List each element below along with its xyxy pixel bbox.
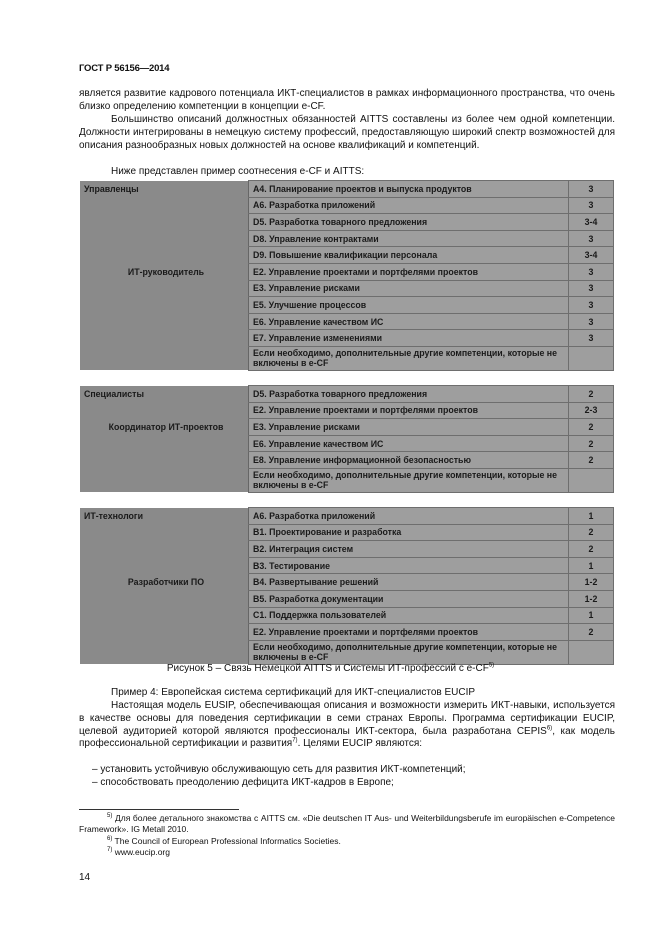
empty-level-cell bbox=[569, 346, 614, 370]
intro-paragraph-2: Большинство описаний должностных обязанностей AITTS составлены из более чем одной компетенции. Должности интегрированы в немецкую систему профессий, предоставляющую широкий спектр возможностей для описания разнообразных новых должностей на основе квалификаций и компетенций. bbox=[79, 114, 615, 151]
level-cell: 1 bbox=[569, 508, 614, 525]
note-row bbox=[80, 640, 614, 664]
note-row bbox=[80, 346, 614, 370]
role-label: ИТ-руководитель bbox=[80, 263, 249, 280]
empty-cell bbox=[80, 247, 249, 264]
note-row bbox=[80, 468, 614, 492]
document-header: ГОСТ Р 56156—2014 bbox=[79, 63, 170, 74]
note-cell: Если необходимо, дополнительные другие компетенции, которые не включены в e-CF bbox=[249, 346, 569, 370]
competence-cell: D8. Управление контрактами bbox=[249, 230, 569, 247]
empty-cell bbox=[80, 402, 249, 419]
level-cell: 3 bbox=[569, 330, 614, 347]
level-cell: 3 bbox=[569, 263, 614, 280]
level-cell: 3 bbox=[569, 181, 614, 198]
competence-table-managers bbox=[80, 180, 614, 371]
competence-cell: D5. Разработка товарного предложения bbox=[249, 386, 569, 403]
caption-text: Рисунок 5 – Связь Немецкой AITTS и Системы ИТ-профессий с e-CF bbox=[166, 663, 489, 674]
competence-row bbox=[80, 247, 614, 264]
empty-cell bbox=[80, 214, 249, 231]
footnote-5-mark: 5) bbox=[107, 813, 113, 820]
empty-cell bbox=[80, 640, 249, 664]
competence-row bbox=[80, 330, 614, 347]
competence-cell: E5. Улучшение процессов bbox=[249, 297, 569, 314]
level-cell: 3 bbox=[569, 230, 614, 247]
competence-cell: D5. Разработка товарного предложения bbox=[249, 214, 569, 231]
competence-cell: E7. Управление изменениями bbox=[249, 330, 569, 347]
level-cell: 2 bbox=[569, 624, 614, 641]
competence-row bbox=[80, 230, 614, 247]
empty-cell bbox=[80, 468, 249, 492]
level-cell: 2 bbox=[569, 541, 614, 558]
empty-cell bbox=[80, 607, 249, 624]
empty-cell bbox=[80, 330, 249, 347]
empty-cell bbox=[80, 435, 249, 452]
level-cell: 3 bbox=[569, 297, 614, 314]
empty-cell bbox=[80, 557, 249, 574]
level-cell: 1-2 bbox=[569, 574, 614, 591]
competence-table-technologists bbox=[80, 507, 614, 665]
competence-row bbox=[80, 263, 614, 280]
level-cell: 3-4 bbox=[569, 247, 614, 264]
empty-cell bbox=[80, 590, 249, 607]
level-cell: 3-4 bbox=[569, 214, 614, 231]
level-cell: 1-2 bbox=[569, 590, 614, 607]
competence-cell: A6. Разработка приложений bbox=[249, 197, 569, 214]
role-label: Разработчики ПО bbox=[80, 574, 249, 591]
competence-cell: B3. Тестирование bbox=[249, 557, 569, 574]
eucip-text-a: Настоящая модель EUSIP, обеспечивающая описания и возможности измерить ИКТ-навыки, используется в качестве основы для поведения сертификации в семи странах Европы. Программа сертификации EUCIP, целевой аудиторией которой являются профессионалы ИКТ-сектора, была разработана CEPIS bbox=[79, 700, 615, 737]
footnote-ref-6: 6) bbox=[546, 725, 553, 732]
level-cell: 2 bbox=[569, 386, 614, 403]
empty-cell bbox=[80, 297, 249, 314]
footnote-separator bbox=[79, 809, 239, 810]
note-cell: Если необходимо, дополнительные другие компетенции, которые не включены в e-CF bbox=[249, 468, 569, 492]
level-cell: 2 bbox=[569, 524, 614, 541]
level-cell: 2 bbox=[569, 435, 614, 452]
competence-row bbox=[80, 214, 614, 231]
competence-row bbox=[80, 541, 614, 558]
competence-row bbox=[80, 280, 614, 297]
level-cell: 1 bbox=[569, 557, 614, 574]
level-cell: 3 bbox=[569, 197, 614, 214]
empty-cell bbox=[80, 624, 249, 641]
footnote-6-text: The Council of European Professional Informatics Societies. bbox=[112, 836, 341, 846]
competence-row bbox=[80, 402, 614, 419]
example-heading: Пример 4: Европейская система сертификаций для ИКТ-специалистов EUCIP bbox=[111, 687, 476, 698]
figure-caption bbox=[0, 663, 661, 674]
level-cell: 1 bbox=[569, 607, 614, 624]
note-cell: Если необходимо, дополнительные другие компетенции, которые не включены в e-CF bbox=[249, 640, 569, 664]
eucip-text-b: , как модель профессиональной сертификации и развития bbox=[79, 725, 615, 750]
empty-cell bbox=[80, 230, 249, 247]
competence-cell: E2. Управление проектами и портфелями проектов bbox=[249, 624, 569, 641]
footnote-ref-7: 7) bbox=[292, 738, 298, 745]
competence-row bbox=[80, 524, 614, 541]
empty-cell bbox=[80, 346, 249, 370]
group-label: ИТ-технологи bbox=[80, 508, 249, 525]
competence-cell: B2. Интеграция систем bbox=[249, 541, 569, 558]
footnote-6 bbox=[79, 836, 615, 847]
competence-row bbox=[80, 607, 614, 624]
group-label: Специалисты bbox=[80, 386, 249, 403]
competence-cell: B1. Проектирование и разработка bbox=[249, 524, 569, 541]
competence-row bbox=[80, 557, 614, 574]
eucip-paragraph bbox=[79, 700, 615, 751]
level-cell: 2 bbox=[569, 452, 614, 469]
empty-level-cell bbox=[569, 640, 614, 664]
role-label: Координатор ИТ-проектов bbox=[80, 419, 249, 436]
competence-row bbox=[80, 419, 614, 436]
footnote-7-text: www.eucip.org bbox=[112, 847, 170, 857]
competence-cell: C1. Поддержка пользователей bbox=[249, 607, 569, 624]
competence-row bbox=[80, 590, 614, 607]
group-label: Управленцы bbox=[80, 181, 249, 198]
empty-cell bbox=[80, 541, 249, 558]
empty-cell bbox=[80, 197, 249, 214]
level-cell: 2 bbox=[569, 419, 614, 436]
competence-row bbox=[80, 435, 614, 452]
bullet-item-2: – способствовать преодолению дефицита ИКТ-кадров в Европе; bbox=[92, 777, 394, 788]
competence-cell: A6. Разработка приложений bbox=[249, 508, 569, 525]
intro-paragraph-1: является развитие кадрового потенциала ИКТ-специалистов в рамках информационного пространства, что очень близко определению компетенции в концепции e-CF. bbox=[79, 88, 615, 112]
footnote-5-text: Для более детального знакомства с AITTS см. «Die deutschen IT Aus- und Weiterbildungsberufe im europäischen e-Competence Framework». IG Metall 2010. bbox=[79, 813, 615, 834]
competence-cell: A4. Планирование проектов и выпуска продуктов bbox=[249, 181, 569, 198]
competence-row bbox=[80, 297, 614, 314]
empty-cell bbox=[80, 313, 249, 330]
competence-cell: B5. Разработка документации bbox=[249, 590, 569, 607]
competence-cell: E2. Управление проектами и портфелями проектов bbox=[249, 263, 569, 280]
competence-cell: E6. Управление качеством ИС bbox=[249, 435, 569, 452]
competence-cell: B4. Развертывание решений bbox=[249, 574, 569, 591]
competence-row bbox=[80, 624, 614, 641]
empty-level-cell bbox=[569, 468, 614, 492]
competence-cell: E3. Управление рисками bbox=[249, 280, 569, 297]
level-cell: 3 bbox=[569, 313, 614, 330]
footnote-7-mark: 7) bbox=[107, 847, 113, 854]
level-cell: 3 bbox=[569, 280, 614, 297]
competence-cell: E8. Управление информационной безопасностью bbox=[249, 452, 569, 469]
competence-table-specialists bbox=[80, 385, 614, 493]
competence-cell: E6. Управление качеством ИС bbox=[249, 313, 569, 330]
level-cell: 2-3 bbox=[569, 402, 614, 419]
competence-cell: D9. Повышение квалификации персонала bbox=[249, 247, 569, 264]
caption-footnote-ref: 5) bbox=[488, 662, 495, 669]
competence-row bbox=[80, 452, 614, 469]
footnote-6-mark: 6) bbox=[107, 836, 113, 843]
empty-cell bbox=[80, 280, 249, 297]
competence-row bbox=[80, 313, 614, 330]
competence-cell: E2. Управление проектами и портфелями проектов bbox=[249, 402, 569, 419]
competence-row bbox=[80, 386, 614, 403]
competence-cell: E3. Управление рисками bbox=[249, 419, 569, 436]
bullet-item-1: – установить устойчивую обслуживающую сеть для развития ИКТ-компетенций; bbox=[92, 764, 466, 775]
intro-paragraph-3: Ниже представлен пример соотнесения e-CF и AITTS: bbox=[111, 166, 365, 177]
competence-row bbox=[80, 197, 614, 214]
empty-cell bbox=[80, 452, 249, 469]
eucip-text-c: . Целями EUCIP являются: bbox=[297, 738, 423, 750]
page-number: 14 bbox=[79, 872, 91, 883]
competence-row bbox=[80, 181, 614, 198]
competence-row bbox=[80, 508, 614, 525]
empty-cell bbox=[80, 524, 249, 541]
footnote-7 bbox=[79, 847, 615, 858]
footnote-5 bbox=[79, 813, 615, 835]
competence-row bbox=[80, 574, 614, 591]
